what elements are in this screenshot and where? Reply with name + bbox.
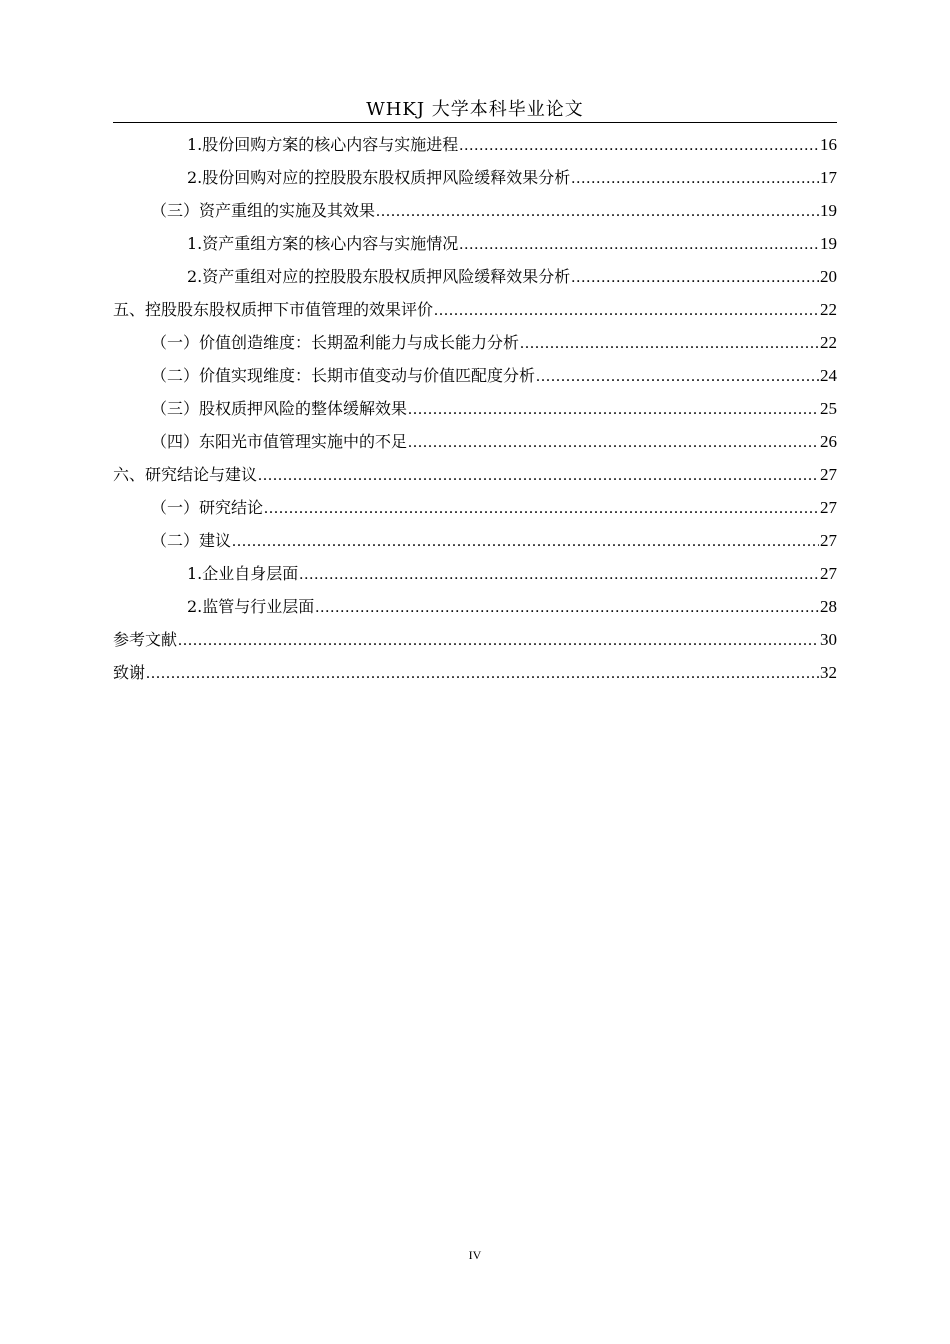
toc-entry[interactable] [113, 623, 837, 656]
toc-dot-leader [232, 525, 819, 558]
toc-entry-title: （二）价值实现维度：长期市值变动与价值匹配度分析 [151, 366, 536, 385]
toc-entry-title: 1.资产重组方案的核心内容与实施情况 [187, 234, 459, 253]
toc-entry-title: 五、控股股东股权质押下市值管理的效果评价 [113, 300, 434, 319]
toc-entry-title: 2.资产重组对应的控股股东股权质押风险缓释效果分析 [187, 267, 571, 286]
toc-entry-title: 六、研究结论与建议 [113, 465, 258, 484]
toc-entry[interactable] [113, 260, 837, 293]
toc-entry-page: 24 [820, 366, 837, 385]
toc-dot-leader [376, 195, 819, 228]
toc-entry-page: 20 [820, 267, 837, 286]
toc-entry-page: 26 [820, 432, 837, 451]
toc-entry-page: 27 [820, 531, 837, 550]
toc-entry[interactable] [113, 161, 837, 194]
toc-dot-leader [315, 591, 819, 624]
toc-entry-page: 30 [820, 630, 837, 649]
toc-entry-page: 28 [820, 597, 837, 616]
toc-entry[interactable] [113, 656, 837, 689]
toc-entry[interactable] [113, 524, 837, 557]
toc-entry[interactable] [113, 293, 837, 326]
toc-entry-title: 致谢 [113, 663, 146, 682]
toc-dot-leader [434, 294, 819, 327]
toc-entry-title: 参考文献 [113, 630, 178, 649]
toc-dot-leader [408, 393, 819, 426]
toc-dot-leader [459, 129, 819, 162]
page-header-title: WHKJ 大学本科毕业论文 [366, 99, 584, 120]
toc-entry[interactable] [113, 458, 837, 491]
toc-entry[interactable] [113, 128, 837, 161]
toc-dot-leader [299, 558, 819, 591]
toc-entry-title: （三）股权质押风险的整体缓解效果 [151, 399, 408, 418]
toc-dot-leader [536, 360, 819, 393]
toc-entry[interactable] [113, 491, 837, 524]
toc-entry-page: 27 [820, 498, 837, 517]
toc-entry-title: 2.监管与行业层面 [187, 597, 315, 616]
toc-entry-page: 27 [820, 564, 837, 583]
toc-entry[interactable] [113, 194, 837, 227]
toc-entry-page: 16 [820, 135, 837, 154]
toc-entry-page: 19 [820, 201, 837, 220]
toc-entry-page: 27 [820, 465, 837, 484]
toc-entry-title: （三）资产重组的实施及其效果 [151, 201, 376, 220]
toc-entry[interactable] [113, 326, 837, 359]
page-number: IV [468, 1248, 482, 1262]
toc-entry-page: 17 [820, 168, 837, 187]
toc-dot-leader [178, 624, 819, 657]
toc-entry[interactable] [113, 425, 837, 458]
toc-dot-leader [459, 228, 819, 261]
toc-entry[interactable] [113, 590, 837, 623]
toc-entry-page: 25 [820, 399, 837, 418]
toc-entry[interactable] [113, 359, 837, 392]
toc-entry-title: 2.股份回购对应的控股股东股权质押风险缓释效果分析 [187, 168, 571, 187]
toc-entry-page: 32 [820, 663, 837, 682]
toc-dot-leader [146, 657, 819, 690]
toc-entry-title: （二）建议 [151, 531, 232, 550]
toc-entry[interactable] [113, 227, 837, 260]
table-of-contents [113, 128, 837, 689]
toc-entry-title: 1.企业自身层面 [187, 564, 299, 583]
toc-entry-title: （四）东阳光市值管理实施中的不足 [151, 432, 408, 451]
toc-dot-leader [571, 261, 819, 294]
toc-entry-title: （一）价值创造维度：长期盈利能力与成长能力分析 [151, 333, 520, 352]
toc-dot-leader [258, 459, 819, 492]
toc-entry-page: 22 [820, 300, 837, 319]
toc-entry-page: 22 [820, 333, 837, 352]
toc-dot-leader [408, 426, 819, 459]
toc-entry-title: 1.股份回购方案的核心内容与实施进程 [187, 135, 459, 154]
toc-entry[interactable] [113, 557, 837, 590]
toc-entry[interactable] [113, 392, 837, 425]
page-header [113, 92, 837, 123]
toc-dot-leader [520, 327, 819, 360]
toc-entry-page: 19 [820, 234, 837, 253]
toc-entry-title: （一）研究结论 [151, 498, 264, 517]
toc-dot-leader [571, 162, 819, 195]
toc-dot-leader [264, 492, 819, 525]
